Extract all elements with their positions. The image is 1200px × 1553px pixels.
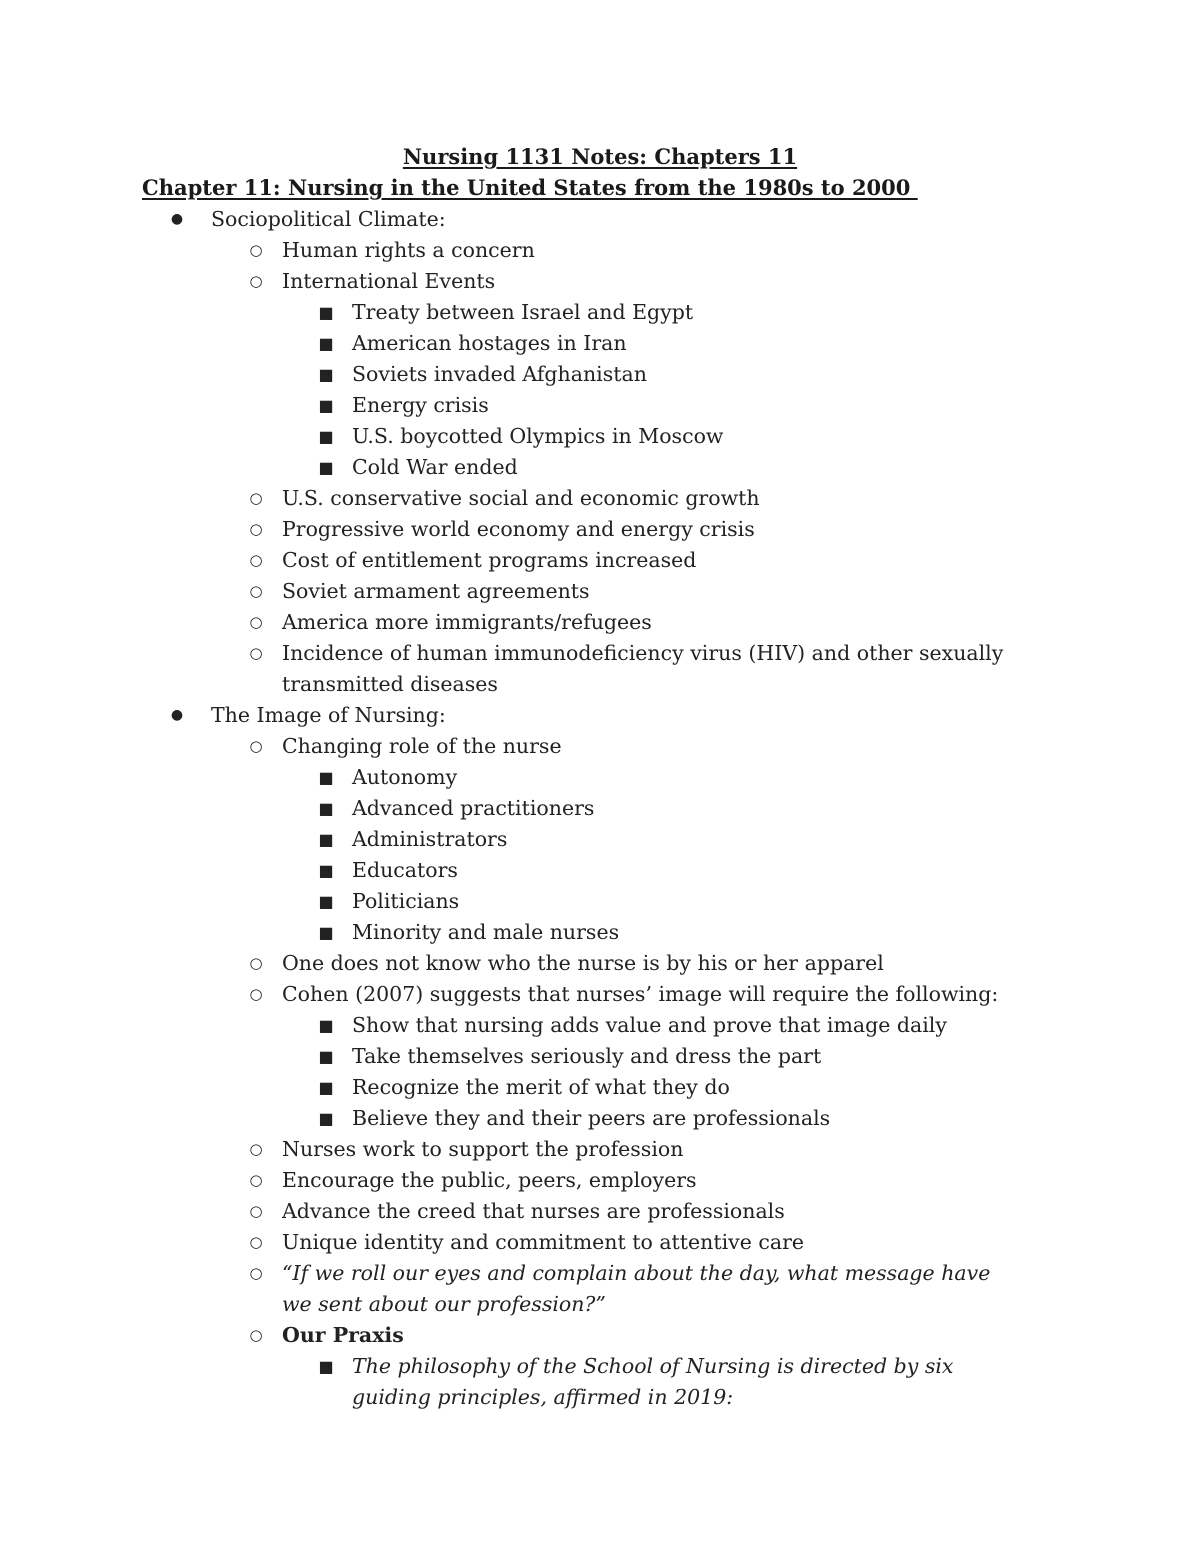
list-item xyxy=(0,1041,1200,1072)
list-item xyxy=(0,948,1200,979)
quote-text: “If we roll our eyes and complain about the day, what message have we sent about our profession?” xyxy=(282,1261,991,1316)
philosophy-text: The philosophy of the School of Nursing is directed by six guiding principles, affirmed in 2019: xyxy=(352,1354,954,1409)
list-item-text: Soviet armament agreements xyxy=(282,579,590,603)
bullet-circle-icon: ○ xyxy=(249,489,263,507)
list-item-text: Cold War ended xyxy=(352,455,518,479)
list-item-text: Encourage the public, peers, employers xyxy=(282,1168,697,1192)
list-item xyxy=(0,452,1200,483)
list-item xyxy=(0,793,1200,824)
list-item-text: Recognize the merit of what they do xyxy=(352,1075,730,1099)
bullet-square-icon: ■ xyxy=(318,365,334,384)
list-item-text: Politicians xyxy=(352,889,460,913)
bullet-square-icon: ■ xyxy=(318,923,334,942)
bullet-square-icon: ■ xyxy=(318,799,334,818)
bullet-circle-icon: ○ xyxy=(249,613,263,631)
list-item-text: Advance the creed that nurses are professionals xyxy=(282,1199,785,1223)
list-item-text: Soviets invaded Afghanistan xyxy=(352,362,647,386)
list-item-text: Take themselves seriously and dress the part xyxy=(352,1044,822,1068)
bullet-circle-icon: ○ xyxy=(249,1202,263,1220)
bullet-circle-icon: ○ xyxy=(249,520,263,538)
list-item-text: The Image of Nursing: xyxy=(211,703,446,727)
bullet-disc-icon: ● xyxy=(170,707,184,723)
list-item-text: America more immigrants/refugees xyxy=(282,610,652,634)
list-item-philosophy xyxy=(0,1351,1200,1413)
list-item xyxy=(0,762,1200,793)
list-item xyxy=(0,1072,1200,1103)
list-item xyxy=(0,421,1200,452)
list-item-text: Nurses work to support the profession xyxy=(282,1137,684,1161)
list-item-text: Unique identity and commitment to attentive care xyxy=(282,1230,805,1254)
list-item-text: Autonomy xyxy=(352,765,458,789)
list-item xyxy=(0,731,1200,762)
list-item xyxy=(0,297,1200,328)
bullet-square-icon: ■ xyxy=(318,830,334,849)
bullet-square-icon: ■ xyxy=(318,861,334,880)
list-item xyxy=(0,576,1200,607)
list-item-text: American hostages in Iran xyxy=(352,331,627,355)
bullet-circle-icon: ○ xyxy=(249,551,263,569)
list-item xyxy=(0,917,1200,948)
bullet-square-icon: ■ xyxy=(318,1047,334,1066)
list-item-text: U.S. conservative social and economic growth xyxy=(282,486,760,510)
list-item-text: Sociopolitical Climate: xyxy=(211,207,446,231)
list-item xyxy=(0,1103,1200,1134)
bullet-circle-icon: ○ xyxy=(249,1326,263,1344)
list-item xyxy=(0,1227,1200,1258)
bullet-disc-icon: ● xyxy=(170,211,184,227)
list-item xyxy=(0,824,1200,855)
list-item xyxy=(0,514,1200,545)
list-item xyxy=(0,979,1200,1010)
list-item-text: Advanced practitioners xyxy=(352,796,595,820)
list-item xyxy=(0,266,1200,297)
praxis-heading: Our Praxis xyxy=(282,1323,404,1347)
list-item-text: Progressive world economy and energy crisis xyxy=(282,517,755,541)
list-item xyxy=(0,235,1200,266)
bullet-circle-icon: ○ xyxy=(249,1233,263,1251)
list-item-text: Minority and male nurses xyxy=(352,920,620,944)
list-item-text: One does not know who the nurse is by his or her apparel xyxy=(282,951,884,975)
bullet-square-icon: ■ xyxy=(318,1078,334,1097)
list-item xyxy=(0,638,1200,700)
list-item-text: U.S. boycotted Olympics in Moscow xyxy=(352,424,724,448)
list-item xyxy=(0,1010,1200,1041)
bullet-circle-icon: ○ xyxy=(249,1171,263,1189)
list-item-text: Treaty between Israel and Egypt xyxy=(352,300,694,324)
list-item xyxy=(0,545,1200,576)
list-item-text: Show that nursing adds value and prove that image daily xyxy=(352,1013,947,1037)
list-item-text: Energy crisis xyxy=(352,393,489,417)
bullet-circle-icon: ○ xyxy=(249,737,263,755)
list-item xyxy=(0,483,1200,514)
list-item-sociopolitical xyxy=(0,204,1200,235)
bullet-square-icon: ■ xyxy=(318,458,334,477)
list-item-text: Human rights a concern xyxy=(282,238,535,262)
bullet-square-icon: ■ xyxy=(318,427,334,446)
list-item xyxy=(0,607,1200,638)
list-item-text: International Events xyxy=(282,269,496,293)
list-item xyxy=(0,1165,1200,1196)
list-item xyxy=(0,328,1200,359)
bullet-circle-icon: ○ xyxy=(249,272,263,290)
list-item xyxy=(0,886,1200,917)
list-item xyxy=(0,359,1200,390)
list-item-text: Administrators xyxy=(352,827,508,851)
bullet-circle-icon: ○ xyxy=(249,985,263,1003)
list-item-text: Changing role of the nurse xyxy=(282,734,562,758)
bullet-square-icon: ■ xyxy=(318,1109,334,1128)
list-item-quote xyxy=(0,1258,1200,1320)
document-title: Nursing 1131 Notes: Chapters 11 xyxy=(402,144,798,169)
bullet-square-icon: ■ xyxy=(318,334,334,353)
list-item-image-of-nursing xyxy=(0,700,1200,731)
list-item xyxy=(0,390,1200,421)
list-item xyxy=(0,1196,1200,1227)
chapter-heading: Chapter 11: Nursing in the United States from the 1980s to 2000 xyxy=(142,175,918,200)
bullet-square-icon: ■ xyxy=(318,1357,334,1376)
list-item-text: Believe they and their peers are professionals xyxy=(352,1106,831,1130)
bullet-circle-icon: ○ xyxy=(249,644,263,662)
list-item-text: Cost of entitlement programs increased xyxy=(282,548,697,572)
bullet-square-icon: ■ xyxy=(318,396,334,415)
bullet-circle-icon: ○ xyxy=(249,1264,263,1282)
bullet-square-icon: ■ xyxy=(318,768,334,787)
notes-outline xyxy=(0,204,1200,1413)
bullet-circle-icon: ○ xyxy=(249,1140,263,1158)
bullet-circle-icon: ○ xyxy=(249,582,263,600)
bullet-square-icon: ■ xyxy=(318,303,334,322)
bullet-square-icon: ■ xyxy=(318,892,334,911)
bullet-circle-icon: ○ xyxy=(249,954,263,972)
list-item-text: Educators xyxy=(352,858,458,882)
list-item xyxy=(0,1134,1200,1165)
list-item-text: Cohen (2007) suggests that nurses’ image will require the following: xyxy=(282,982,999,1006)
list-item-praxis xyxy=(0,1320,1200,1351)
bullet-circle-icon: ○ xyxy=(249,241,263,259)
list-item xyxy=(0,855,1200,886)
bullet-square-icon: ■ xyxy=(318,1016,334,1035)
list-item-text: Incidence of human immunodeficiency virus (HIV) and other sexually transmitted diseases xyxy=(282,641,1004,696)
